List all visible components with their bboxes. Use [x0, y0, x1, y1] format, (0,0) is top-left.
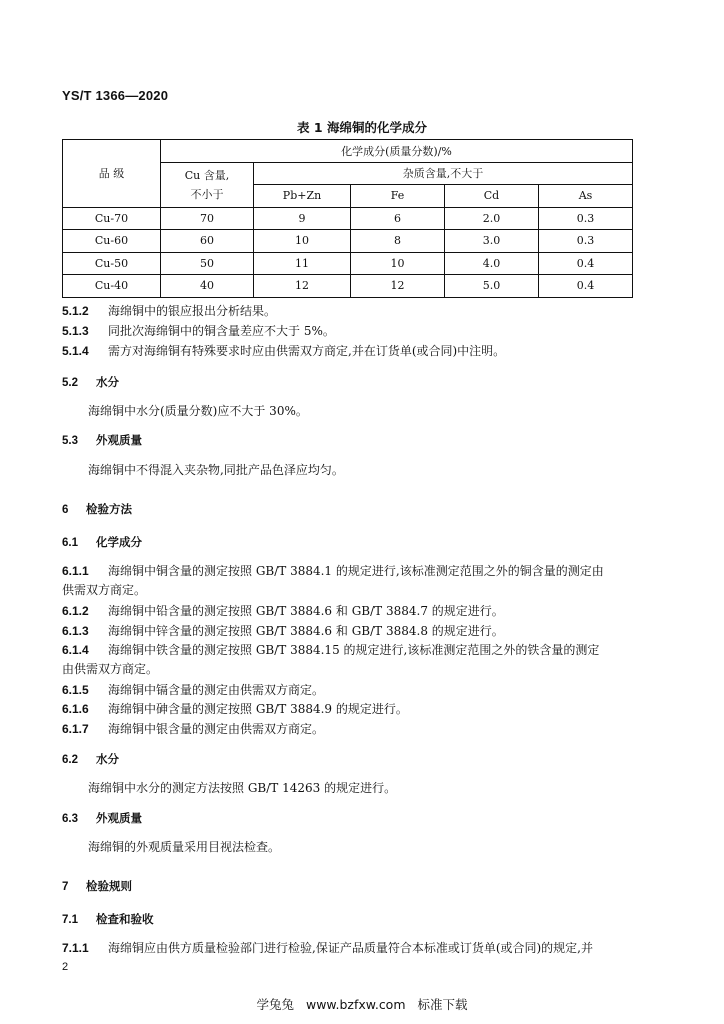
section-6-heading: [62, 501, 132, 517]
section-title: 检查和验收: [96, 912, 154, 926]
section-number: 6.1: [62, 537, 78, 549]
clause-number: 5.1.3: [62, 324, 89, 338]
clause-5-1-3: [62, 322, 335, 339]
section-number: 5.2: [62, 377, 78, 389]
clause-number: 6.1.6: [62, 702, 89, 716]
table-row: [63, 275, 633, 298]
table-cell: 5.0: [445, 275, 539, 298]
clause-text: 同批次海绵铜中的铜含量差应不大于 5%。: [108, 324, 335, 338]
table-cell: 8: [351, 230, 445, 253]
clause-number: 6.1.7: [62, 722, 89, 736]
table-cell: 70: [161, 207, 254, 230]
table-cell: 10: [351, 252, 445, 275]
table-cell: 9: [254, 207, 351, 230]
section-title: 外观质量: [96, 433, 142, 447]
page-number: 2: [62, 961, 69, 973]
impurity-col-header: Fe: [351, 185, 445, 208]
clause-text: 海绵铜中锌含量的测定按照 GB/T 3884.6 和 GB/T 3884.8 的规定进行。: [108, 624, 504, 638]
clause-6-1-2: [62, 602, 504, 619]
paragraph-5-2: 海绵铜中水分(质量分数)应不大于 30%。: [88, 404, 308, 418]
clause-number: 7.1.1: [62, 941, 89, 955]
clause-text: 海绵铜中的银应报出分析结果。: [108, 304, 277, 318]
table-cell: Cu-50: [63, 252, 161, 275]
section-title: 检验方法: [86, 502, 132, 516]
cu-content-header: Cu 含量, 不小于: [161, 162, 254, 207]
section-5-2-heading: [62, 374, 119, 390]
clause-6-1-4: [62, 641, 644, 679]
clause-number: 6.1.3: [62, 624, 89, 638]
section-number: 6.3: [62, 813, 78, 825]
section-number: 5.3: [62, 435, 78, 447]
table-cell: 4.0: [445, 252, 539, 275]
impurity-col-header: Pb+Zn: [254, 185, 351, 208]
clause-text-continued: 供需双方商定。: [62, 583, 147, 597]
section-title: 水分: [96, 375, 119, 389]
standard-code: YS/T 1366—2020: [62, 88, 169, 103]
clause-text: 海绵铜中银含量的测定由供需双方商定。: [108, 722, 325, 736]
clause-5-1-2: [62, 302, 276, 319]
section-title: 化学成分: [96, 535, 142, 549]
section-title: 水分: [96, 752, 119, 766]
paragraph-6-2: 海绵铜中水分的测定方法按照 GB/T 14263 的规定进行。: [88, 781, 397, 795]
clause-text: 海绵铜应由供方质量检验部门进行检验,保证产品质量符合本标准或订货单(或合同)的规定,并: [108, 941, 593, 955]
section-number: 6: [62, 504, 69, 516]
clause-text: 海绵铜中铁含量的测定按照 GB/T 3884.15 的规定进行,该标准测定范围之外的铁含量的测定: [108, 643, 600, 657]
clause-text: 海绵铜中砷含量的测定按照 GB/T 3884.9 的规定进行。: [108, 702, 408, 716]
footer-watermark: 学兔兔 www.bzfxw.com 标准下载: [256, 997, 468, 1012]
impurity-header: 杂质含量,不大于: [254, 162, 633, 185]
table-row: [63, 252, 633, 275]
section-7-1-heading: [62, 911, 154, 927]
table-cell: 50: [161, 252, 254, 275]
section-6-1-heading: [62, 534, 142, 550]
clause-7-1-1: [62, 939, 593, 956]
clause-number: 6.1.4: [62, 643, 89, 657]
clause-number: 6.1.2: [62, 604, 89, 618]
impurity-col-header: Cd: [445, 185, 539, 208]
clause-6-1-3: [62, 622, 504, 639]
section-number: 7: [62, 881, 69, 893]
section-title: 检验规则: [86, 879, 132, 893]
clause-6-1-1: [62, 562, 644, 600]
clause-text-continued: 由供需双方商定。: [62, 662, 159, 676]
clause-text: 需方对海绵铜有特殊要求时应由供需双方商定,并在订货单(或合同)中注明。: [108, 344, 506, 358]
table-row: [63, 207, 633, 230]
section-6-3-heading: [62, 810, 142, 826]
table-cell: 12: [351, 275, 445, 298]
section-number: 6.2: [62, 754, 78, 766]
table-cell: 6: [351, 207, 445, 230]
table-row: [63, 230, 633, 253]
clause-6-1-6: [62, 700, 408, 717]
table-cell: 40: [161, 275, 254, 298]
table-cell: Cu-60: [63, 230, 161, 253]
clause-number: 5.1.4: [62, 344, 89, 358]
clause-5-1-4: [62, 342, 505, 359]
table-cell: 12: [254, 275, 351, 298]
paragraph-5-3: 海绵铜中不得混入夹杂物,同批产品色泽应均匀。: [88, 463, 344, 477]
clause-number: 6.1.1: [62, 564, 89, 578]
clause-6-1-7: [62, 720, 324, 737]
table-title: 表 1 海绵铜的化学成分: [297, 120, 427, 135]
chem-composition-header: 化学成分(质量分数)/%: [161, 140, 633, 163]
section-6-2-heading: [62, 751, 119, 767]
grade-header: 品 级: [63, 140, 161, 208]
paragraph-6-3: 海绵铜的外观质量采用目视法检查。: [88, 840, 281, 854]
section-title: 外观质量: [96, 811, 142, 825]
table-cell: 11: [254, 252, 351, 275]
table-cell: 10: [254, 230, 351, 253]
clause-text: 海绵铜中铜含量的测定按照 GB/T 3884.1 的规定进行,该标准测定范围之外的铜含量的测定由: [108, 564, 604, 578]
table-cell: 2.0: [445, 207, 539, 230]
clause-number: 5.1.2: [62, 304, 89, 318]
clause-text: 海绵铜中铅含量的测定按照 GB/T 3884.6 和 GB/T 3884.7 的规定进行。: [108, 604, 504, 618]
table-cell: 0.4: [539, 252, 633, 275]
clause-text: 海绵铜中镉含量的测定由供需双方商定。: [108, 683, 325, 697]
table-cell: 3.0: [445, 230, 539, 253]
table-cell: Cu-40: [63, 275, 161, 298]
table-cell: 0.3: [539, 230, 633, 253]
table-cell: 60: [161, 230, 254, 253]
clause-6-1-5: [62, 681, 324, 698]
clause-number: 6.1.5: [62, 683, 89, 697]
table-cell: Cu-70: [63, 207, 161, 230]
table-cell: 0.3: [539, 207, 633, 230]
section-number: 7.1: [62, 914, 78, 926]
chemical-composition-table: [62, 139, 633, 298]
table-cell: 0.4: [539, 275, 633, 298]
impurity-col-header: As: [539, 185, 633, 208]
section-7-heading: [62, 878, 132, 894]
section-5-3-heading: [62, 432, 142, 448]
